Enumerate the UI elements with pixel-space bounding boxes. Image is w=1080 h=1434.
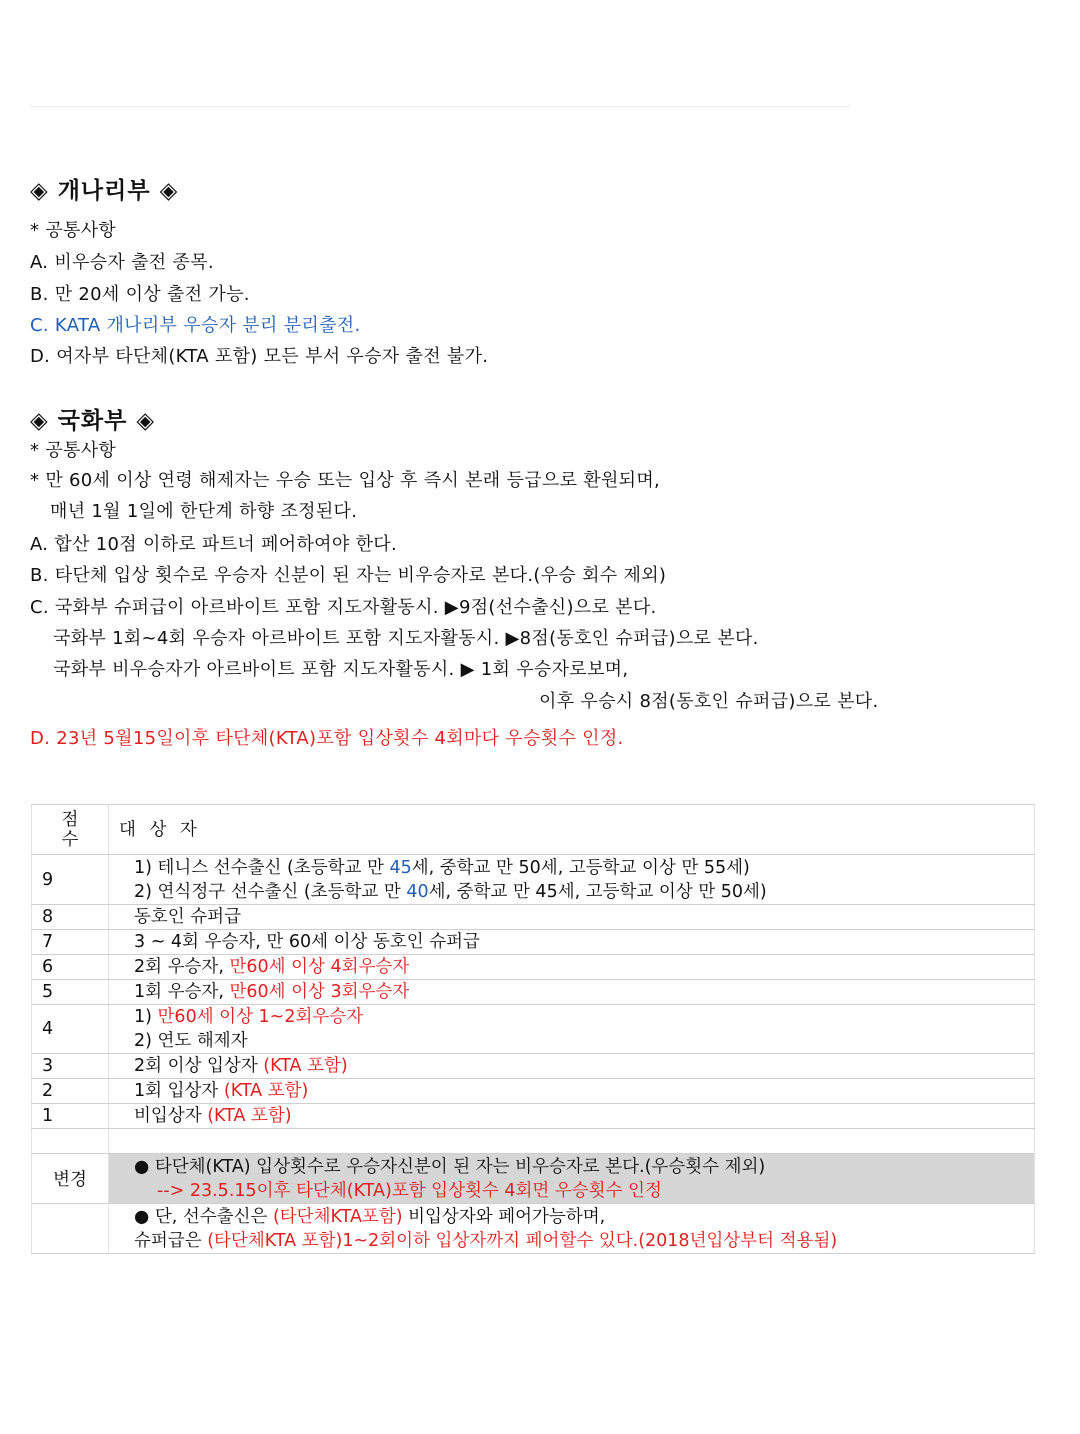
target-cell-empty: [109, 1129, 1035, 1154]
row9-line-1: [134, 856, 1034, 880]
change-line-2: --> 23.5.15이후 타단체(KTA)포함 입상횟수 4회면 우승횟수 인정: [157, 1180, 662, 1201]
chrysanthemum-note-2: 매년 1월 1일에 한단계 하향 조정된다.: [50, 501, 358, 522]
section-title-canary: ◈ 개나리부 ◈: [30, 178, 179, 204]
text: 2회 우승자,: [134, 957, 230, 977]
chrysanthemum-item-a: A. 합산 10점 이하로 파트너 페어하여야 한다.: [30, 534, 397, 555]
text: 1) 테니스 선수출신 (초등학교 만: [134, 857, 390, 878]
table-row: [32, 905, 1035, 930]
change-line-1: ● 타단체(KTA) 입상횟수로 우승자신분이 된 자는 비우승자로 본다.(우승횟수 제외): [134, 1156, 766, 1177]
highlight-text: 만60세 이상 4회우승자: [229, 957, 410, 977]
score-cell: 6: [32, 955, 109, 980]
text: 비입상자: [134, 1106, 208, 1126]
highlight-number: 45: [389, 857, 412, 878]
chrysanthemum-item-c2: 국화부 1회~4회 우승자 아르바이트 포함 지도자활동시. ▶8점(동호인 슈퍼급)으로 본다.: [53, 628, 759, 649]
header-target: 대 상 자: [109, 805, 1035, 855]
target-cell: [109, 1054, 1035, 1079]
text: 세, 중학교 만 50세, 고등학교 이상 만 55세): [411, 857, 750, 878]
score-cell: 7: [32, 930, 109, 955]
canary-item-a: A. 비우승자 출전 종목.: [30, 252, 214, 273]
highlight-text: 만60세 이상 1~2회우승자: [157, 1007, 364, 1027]
highlight-text: (KTA 포함): [223, 1081, 309, 1101]
table-row: [32, 1079, 1035, 1104]
text: 2회 이상 입상자: [134, 1056, 264, 1076]
table-header-row: [32, 805, 1035, 855]
highlight-text: (타단체KTA포함): [272, 1206, 403, 1227]
table-row: [32, 930, 1035, 955]
chrysanthemum-item-c1: C. 국화부 슈퍼급이 아르바이트 포함 지도자활동시. ▶9점(선수출신)으로 본다.: [30, 597, 657, 618]
target-cell: [109, 1079, 1035, 1104]
table-row: [32, 955, 1035, 980]
header-score-char-1: 점: [61, 809, 79, 830]
table-row-change: [32, 1154, 1035, 1204]
score-cell: 4: [32, 1005, 109, 1054]
score-cell: 8: [32, 905, 109, 930]
note-line-2: [134, 1229, 1034, 1253]
chrysanthemum-item-c4: 이후 우승시 8점(동호인 슈퍼급)으로 본다.: [539, 691, 879, 712]
row9-line-2: [134, 880, 1034, 904]
canary-common: * 공통사항: [30, 220, 117, 241]
chrysanthemum-item-b: B. 타단체 입상 횟수로 우승자 신분이 된 자는 비우승자로 본다.(우승 회수 제외): [30, 565, 667, 586]
table-row: [32, 980, 1035, 1005]
table-row: [32, 1054, 1035, 1079]
table-row-note: [32, 1204, 1035, 1254]
canary-item-d: D. 여자부 타단체(KTA 포함) 모든 부서 우승자 출전 불가.: [30, 346, 489, 367]
chrysanthemum-item-d: D. 23년 5월15일이후 타단체(KTA)포함 입상횟수 4회마다 우승횟수 인정.: [30, 728, 624, 749]
row4-line-1: [134, 1005, 1034, 1029]
header-score-char-2: 수: [61, 829, 79, 850]
highlight-number: 40: [406, 881, 429, 902]
target-cell: 동호인 슈퍼급: [109, 905, 1035, 930]
text: 1회 입상자: [134, 1081, 224, 1101]
text: 1): [134, 1007, 158, 1027]
note-line-1: [134, 1205, 1034, 1229]
target-cell: [109, 855, 1035, 905]
note-cell: [109, 1204, 1035, 1254]
text: ● 단, 선수출신은: [134, 1206, 273, 1227]
target-cell: [109, 955, 1035, 980]
score-cell: 5: [32, 980, 109, 1005]
target-cell: [109, 1005, 1035, 1054]
highlight-text: 만60세 이상 3회우승자: [229, 982, 410, 1002]
table-row-empty: [32, 1129, 1035, 1154]
text: 2) 연식정구 선수출신 (초등학교 만: [134, 881, 407, 902]
canary-item-c: C. KATA 개나리부 우승자 분리 분리출전.: [30, 315, 361, 336]
chrysanthemum-common: * 공통사항: [30, 440, 117, 461]
table-row: [32, 855, 1035, 905]
row4-line-2: 2) 연도 해제자: [134, 1031, 248, 1051]
highlight-text: (KTA 포함): [263, 1056, 348, 1076]
score-cell: 2: [32, 1079, 109, 1104]
table-row: [32, 1104, 1035, 1129]
score-table: [31, 804, 1035, 1254]
text: 세, 중학교 만 45세, 고등학교 이상 만 50세): [428, 881, 767, 902]
change-label: 변경: [32, 1154, 109, 1204]
header-score: [32, 805, 109, 855]
target-cell: 3 ~ 4회 우승자, 만 60세 이상 동호인 슈퍼급: [109, 930, 1035, 955]
target-cell: [109, 980, 1035, 1005]
score-cell: 9: [32, 855, 109, 905]
table-row: [32, 1005, 1035, 1054]
chrysanthemum-item-c3: 국화부 비우승자가 아르바이트 포함 지도자활동시. ▶ 1회 우승자로보며,: [53, 659, 629, 680]
change-cell: [109, 1154, 1035, 1204]
highlight-text: (KTA 포함): [207, 1106, 292, 1126]
top-divider: [30, 106, 850, 107]
section-title-chrysanthemum: ◈ 국화부 ◈: [30, 408, 156, 434]
text: 비입상자와 페어가능하며,: [402, 1206, 606, 1227]
score-cell: 1: [32, 1104, 109, 1129]
chrysanthemum-note-1: * 만 60세 이상 연령 해제자는 우승 또는 입상 후 즉시 본래 등급으로 환원되며,: [30, 470, 661, 491]
target-cell: [109, 1104, 1035, 1129]
score-cell: 3: [32, 1054, 109, 1079]
note-label-empty: [32, 1204, 109, 1254]
text: 1회 우승자,: [134, 982, 230, 1002]
text: 슈퍼급은: [134, 1230, 208, 1251]
score-cell-empty: [32, 1129, 109, 1154]
canary-item-b: B. 만 20세 이상 출전 가능.: [30, 284, 250, 305]
highlight-text: (타단체KTA 포함)1~2회이하 입상자까지 페어할수 있다.(2018년입상부터 적용됨): [207, 1230, 838, 1251]
